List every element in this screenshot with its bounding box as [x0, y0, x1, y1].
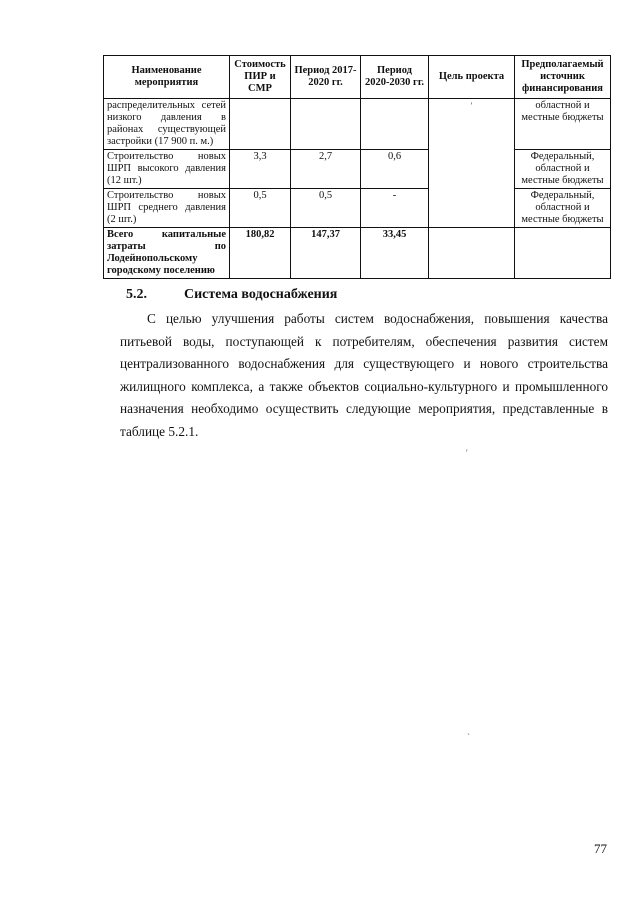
row-period-1: 2,7: [291, 150, 361, 189]
table-row: [104, 189, 611, 228]
row-name: Строительство новых ШРП высокого давления (12 шт.): [104, 150, 230, 189]
row-name: Строительство новых ШРП среднего давления (2 шт.): [104, 189, 230, 228]
section-paragraph: С целью улучшения работы систем водоснабжения, повышения качества питьевой воды, поступающей к потребителям, обеспечения развития систем централизованного водоснабжения для существующего и нового строительства жилищного комплекса, а также объектов социально-культурного и промышленного назначения необходимо осуществить следующие мероприятия, представленные в таблице 5.2.1.: [120, 311, 608, 439]
section-heading: [126, 287, 337, 303]
row-period-1: 0,5: [291, 189, 361, 228]
stray-mark: ': [466, 448, 468, 458]
total-period-1: 147,37: [291, 228, 361, 279]
header-source: Предполагаемый источник финансирования: [515, 56, 611, 99]
total-goal: [429, 228, 515, 279]
section-number: 5.2.: [126, 287, 147, 302]
row-name: распределительных сетей низкого давления в районах существующей застройки (17 900 п. м.): [104, 99, 230, 150]
row-cost: 0,5: [230, 189, 291, 228]
row-period-2: 0,6: [361, 150, 429, 189]
total-name: Всего капитальные затраты по Лодейнопольскому городскому поселению: [104, 228, 230, 279]
row-source: областной и местные бюджеты: [515, 99, 611, 150]
measures-table: [103, 55, 611, 279]
total-source: [515, 228, 611, 279]
header-name: Наименование мероприятия: [104, 56, 230, 99]
total-cost: 180,82: [230, 228, 291, 279]
row-cost: [230, 99, 291, 150]
goal-cell: [429, 99, 515, 228]
table-row: [104, 150, 611, 189]
row-source: Федеральный, областной и местные бюджеты: [515, 150, 611, 189]
row-period-2: [361, 99, 429, 150]
table-row: [104, 99, 611, 150]
header-period-2: Период 2020-2030 гг.: [361, 56, 429, 99]
total-period-2: 33,45: [361, 228, 429, 279]
table-header-row: [104, 56, 611, 99]
page-number: 77: [594, 841, 607, 856]
row-period-2: -: [361, 189, 429, 228]
row-source: Федеральный, областной и местные бюджеты: [515, 189, 611, 228]
row-period-1: [291, 99, 361, 150]
table-total-row: [104, 228, 611, 279]
row-cost: 3,3: [230, 150, 291, 189]
stray-mark: `: [467, 732, 470, 742]
header-cost: Стоимость ПИР и СМР: [230, 56, 291, 99]
goal-mark: ': [470, 101, 473, 111]
header-period-1: Период 2017-2020 гг.: [291, 56, 361, 99]
section-title: Система водоснабжения: [184, 287, 338, 302]
header-goal: Цель проекта: [429, 56, 515, 99]
